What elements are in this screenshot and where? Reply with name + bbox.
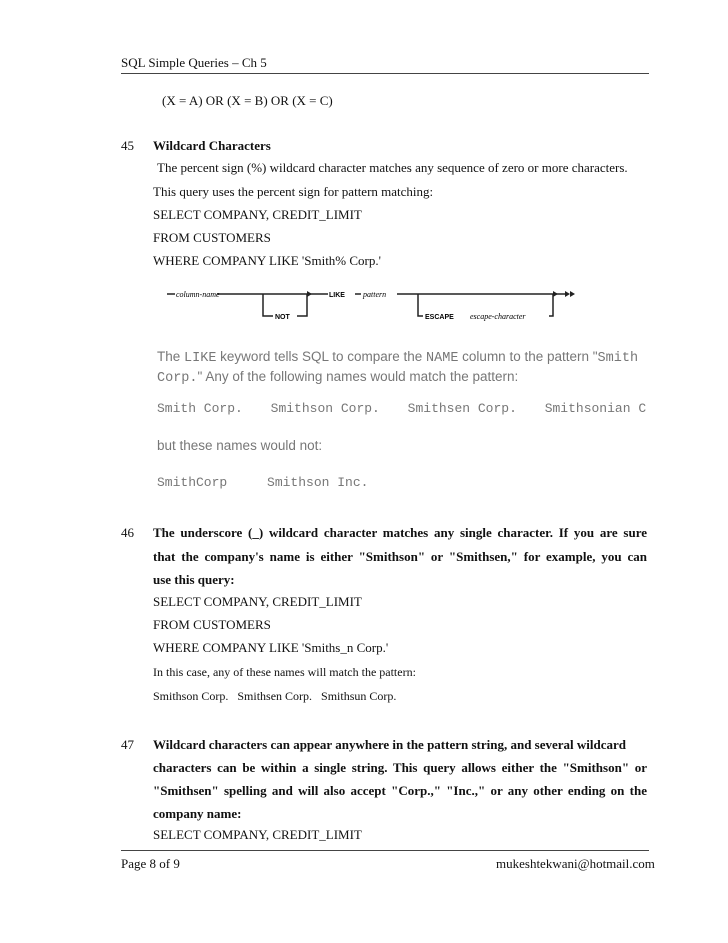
item-47-text-4: company name: [153, 806, 242, 821]
page-header-title: SQL Simple Queries – Ch 5 [121, 55, 267, 70]
item-46-sql-3: WHERE COMPANY LIKE 'Smiths_n Corp.' [153, 640, 389, 655]
footer-email: mukeshtekwani@hotmail.com [496, 856, 655, 871]
item-45-title: Wildcard Characters [153, 138, 271, 153]
item-45-sql-2: FROM CUSTOMERS [153, 230, 271, 245]
like-syntax-figure [153, 282, 646, 500]
item-46-examples: Smithson Corp. Smithsen Corp. Smithsun Corp. [153, 689, 397, 703]
diagram-not: NOT [275, 314, 290, 321]
item-46-text-1: The underscore (_) wildcard character matches any single character. If you are sure [153, 525, 647, 540]
inset-non-matches [157, 475, 368, 490]
non-match-example: SmithCorp [157, 475, 228, 490]
like-syntax-diagram [153, 282, 646, 332]
item-47-text-1: Wildcard characters can appear anywhere in the pattern string, and several wildcard [153, 737, 627, 752]
item-47-text-3: "Smithsen" spelling and will also accept "Corp.," "Inc.," or any other ending on the [153, 783, 647, 798]
inset-paragraph: The LIKE keyword tells SQL to compare the NAME column to the pattern "Smith Corp." Any of the following names would match the pattern: [157, 349, 639, 386]
item-45-text-1: The percent sign (%) wildcard character matches any sequence of zero or more characters. [157, 160, 628, 175]
match-example: Smithsen Corp. [407, 401, 517, 416]
item-number-47: 47 [121, 737, 134, 752]
footer-rule [121, 850, 649, 851]
diagram-column-name: column-name [176, 290, 220, 299]
item-46-text-2: that the company's name is either "Smithson" or "Smithsen," for example, you can [153, 549, 647, 564]
item-45-sql-3: WHERE COMPANY LIKE 'Smith% Corp.' [153, 253, 381, 268]
item-47-sql-1: SELECT COMPANY, CREDIT_LIMIT [153, 827, 362, 842]
match-example: Smith Corp. [157, 401, 243, 416]
diagram-escape: ESCAPE [425, 314, 454, 321]
inset-not-match-label: but these names would not: [157, 438, 323, 453]
item-45-text-2: This query uses the percent sign for pattern matching: [153, 184, 434, 199]
footer-page-number: Page 8 of 9 [121, 856, 180, 871]
diagram-escape-character: escape-character [470, 312, 526, 321]
diagram-pattern: pattern [363, 290, 387, 299]
item-46-sql-1: SELECT COMPANY, CREDIT_LIMIT [153, 594, 362, 609]
item-46-note: In this case, any of these names will match the pattern: [153, 665, 416, 679]
item-47-text-2: characters can be within a single string. This query allows either the "Smithson" or [153, 760, 647, 775]
header-rule [121, 73, 649, 74]
intro-expression: (X = A) OR (X = B) OR (X = C) [162, 93, 333, 108]
item-45-sql-1: SELECT COMPANY, CREDIT_LIMIT [153, 207, 362, 222]
item-number-45: 45 [121, 138, 134, 153]
item-46-text-3: use this query: [153, 572, 235, 587]
match-example: Smithson Corp. [270, 401, 380, 416]
diagram-like: LIKE [329, 292, 345, 299]
non-match-example: Smithson Inc. [267, 475, 369, 490]
item-46-sql-2: FROM CUSTOMERS [153, 617, 271, 632]
inset-matches [157, 401, 646, 416]
match-example: Smithsonian C [544, 401, 647, 416]
item-number-46: 46 [121, 525, 134, 540]
